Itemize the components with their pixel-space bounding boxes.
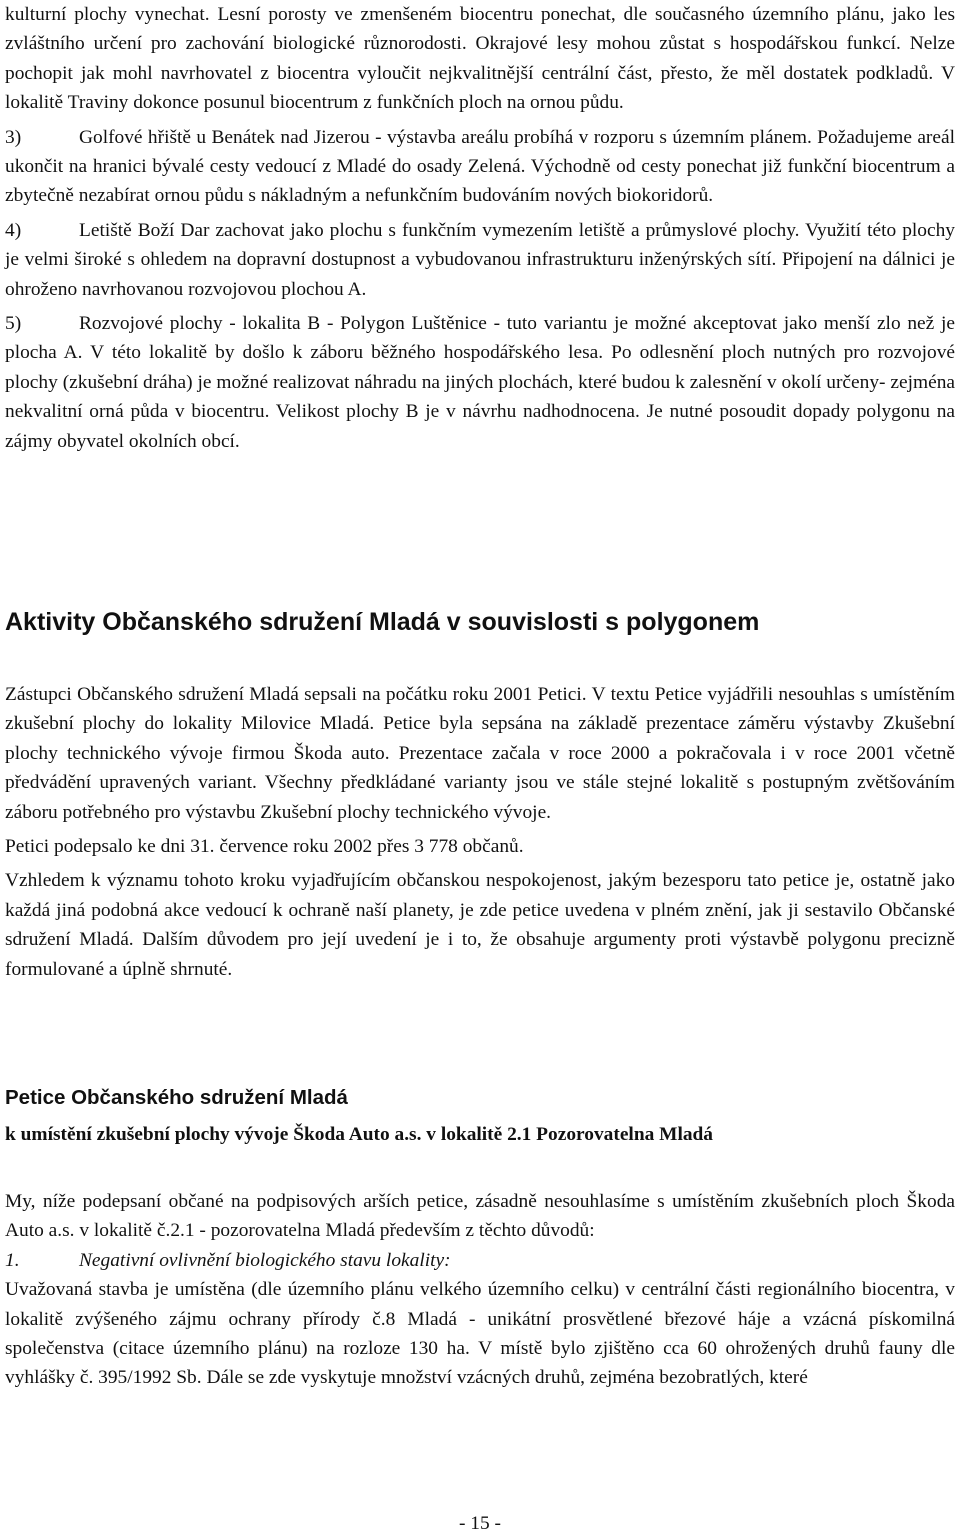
list-number: 3): [5, 126, 22, 148]
paragraph: My, níže podepsaní občané na podpisových arších petice, zásadně nesouhlasíme s umístěním zkušebních ploch Škoda Auto a.s. v lokalitě č.2.1 - pozorovatelna Mladá především z těchto důvodů:: [5, 1191, 955, 1242]
list-number: 5): [5, 313, 22, 335]
list-item-3: [5, 123, 955, 211]
paragraph: kulturní plochy vynechat. Lesní porosty ve zmenšeném biocentru ponechat, dle současného územního plánu, jako les zvláštního určení pro zachování biologické různorodosti. Okrajové lesy mohou zůstat s hospodářskou funkcí. Nelze pochopit jak mohl navrhovatel z biocentra vyloučit nejkvalitnější centrální část, přesto, že měl dostatek podkladů. V lokalitě Traviny dokonce posunul biocentrum z funkčních ploch na ornou půdu.: [5, 4, 955, 114]
reason-item-1: [5, 1246, 955, 1275]
intro-block: [5, 0, 955, 456]
petition-block: [5, 1187, 955, 1393]
list-text: Rozvojové plochy - lokalita B - Polygon Luštěnice - tuto variantu je možné akceptovat jako menší zlo než je plocha A. V této lokalitě by došlo k záboru běžného hospodářského lesa. Po odlesnění ploch nutných pro rozvojové plochy (zkušební dráha) je možné realizovat náhradu na jiných plochách, které budou k zalesnění v okolí určeny- zejména nekvalitní orná půda v biocentru. Velikost plochy B je v návrhu nadhodnocena. Je nutné posoudit dopady polygonu na zájmy obyvatel okolních obcí.: [5, 313, 955, 452]
list-text: Letiště Boží Dar zachovat jako plochu s funkčním vymezením letiště a průmyslové plochy. Využití této plochy je velmi široké s ohledem na dopravní dostupnost a vybudovanou infrastrukturu inženýrských sítí. Připojení na dálnici je ohroženo navrhovanou rozvojovou plochou A.: [5, 219, 955, 300]
paragraph: Uvažovaná stavba je umístěna (dle územního plánu velkého územního celku) v centrální části regionálního biocentra, v lokalitě zvýšeného zájmu ochrany přírody č.8 Mladá - unikátní prosvětlené březové háje a vzácná pískomilná společenstva (citace územního plánu) na rozloze 130 ha. V místě bylo zjištěno cca 60 ohrožených druhů fauny dle vyhlášky č. 395/1992 Sb. Dále se zde vyskytuje množství vzácných druhů, zejména bezobratlých, které: [5, 1279, 955, 1389]
list-item-5: [5, 309, 955, 456]
section-heading: Aktivity Občanského sdružení Mladá v souvislosti s polygonem: [5, 608, 760, 636]
reason-number: 1.: [5, 1249, 20, 1271]
petition-heading: Petice Občanského sdružení Mladá: [5, 1086, 348, 1109]
petition-subheading: k umístění zkušební plochy vývoje Škoda Auto a.s. v lokalitě 2.1 Pozorovatelna Mladá: [5, 1124, 714, 1145]
list-text: Golfové hřiště u Benátek nad Jizerou - výstavba areálu probíhá v rozporu s územním plánem. Požadujeme areál ukončit na hranici bývalé cesty vedoucí z Mladé do osady Zelená. Východně od cesty ponechat již funkční biocentrum a zbytečně nezabírat ornou půdu s nákladným a nefunkčním budováním nových biokoridorů.: [5, 126, 955, 207]
page-number: - 15 -: [458, 1513, 501, 1534]
paragraph: Petici podepsalo ke dni 31. července roku 2002 přes 3 778 občanů.: [5, 836, 524, 858]
activities-block: [5, 680, 955, 984]
paragraph: Zástupci Občanského sdružení Mladá sepsali na počátku roku 2001 Petici. V textu Petice vyjádřili nesouhlas s umístěním zkušební plochy do lokality Milovice Mladá. Petice byla sepsána na základě prezentace záměru výstavby Zkušební plochy technického vývoje firmou Škoda auto. Prezentace začala v roce 2000 a pokračovala i v roce 2001 včetně předvádění upravených variant. Všechny předkládané varianty jsou ve stále stejné lokalitě s postupným zvětšováním záboru potřebného pro výstavbu Zkušební plochy technického vývoje.: [5, 684, 955, 823]
list-item-4: [5, 216, 955, 304]
list-number: 4): [5, 219, 22, 241]
reason-title: Negativní ovlivnění biologického stavu lokality:: [79, 1249, 451, 1271]
paragraph: Vzhledem k významu tohoto kroku vyjadřujícím občanskou nespokojenost, jakým bezesporu tato petice je, ostatně jako každá jiná podobná akce vedoucí k ochraně naší planety, je zde petice uvedena v plném znění, jak ji sestavilo Občanské sdružení Mladá. Dalším důvodem pro její uvedení je i to, že obsahuje argumenty proti výstavbě polygonu precizně formulované a úplně shrnuté.: [5, 870, 955, 980]
